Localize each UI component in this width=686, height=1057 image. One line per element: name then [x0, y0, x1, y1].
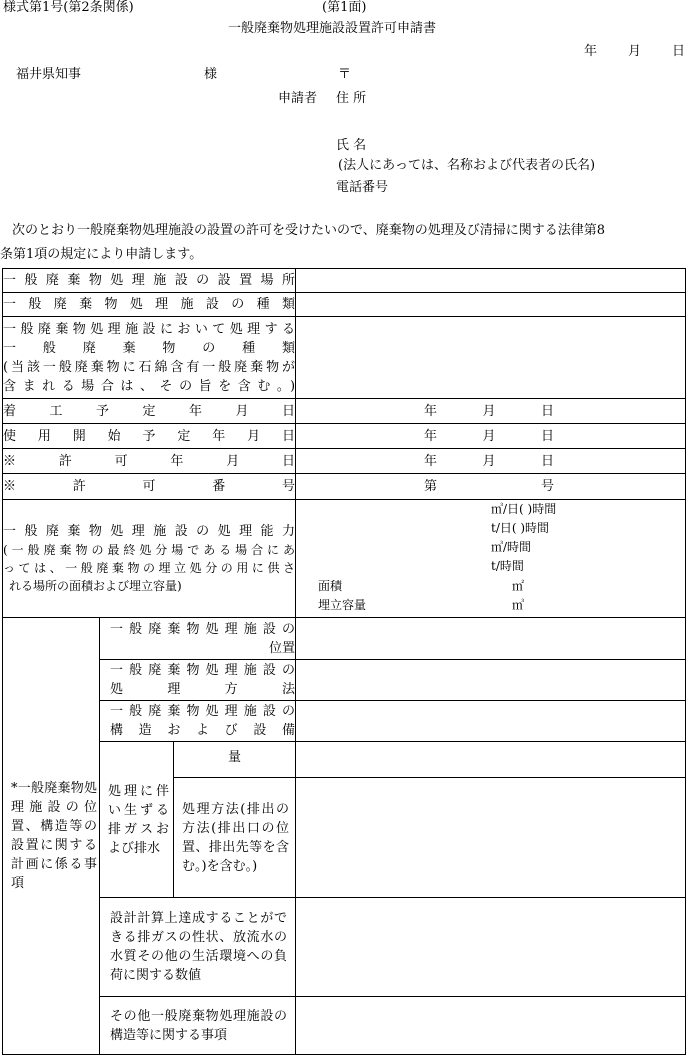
phone-label: 電話番号	[336, 180, 389, 195]
method-label-2: 処理方法	[110, 682, 296, 697]
plan-group-label: *一般廃棄物処理施設の位置、構造等の設置に関する計画に係る事項	[11, 781, 97, 891]
row-structure	[3, 701, 686, 742]
row-exhaust-amount	[3, 742, 686, 778]
plan-group-cell	[3, 618, 100, 1055]
location-field[interactable]	[296, 269, 686, 293]
date-day: 日	[672, 44, 686, 59]
amount-field[interactable]	[296, 742, 686, 778]
capacity-field[interactable]	[296, 500, 686, 618]
amount-label: 量	[174, 742, 296, 778]
structure-label-1: 一般廃棄物処理施設の	[110, 704, 296, 719]
page-label: (第1面)	[322, 0, 367, 15]
structure-label-2: 構造および設備	[110, 723, 296, 738]
form-number: 様式第1号(第2条関係)	[3, 0, 134, 15]
waste-type-field[interactable]	[296, 317, 686, 399]
design-cell	[100, 898, 296, 997]
location-label: 一般廃棄物処理施設の設置場所	[3, 273, 296, 288]
use-date-field[interactable]	[296, 424, 686, 449]
row-facility-type	[3, 293, 686, 317]
position-label-1: 一般廃棄物処理施設の	[110, 621, 296, 637]
capacity-t-per-day: t/日( )時間	[491, 521, 550, 535]
row-start-date	[3, 399, 686, 424]
application-form-table	[2, 268, 686, 1055]
discharge-field[interactable]	[296, 778, 686, 898]
day-unit: 日	[540, 403, 554, 419]
date-year: 年	[584, 44, 598, 59]
capacity-m3-per-day: ㎥/日( )時間	[491, 502, 557, 516]
start-date-field[interactable]	[296, 399, 686, 424]
row-waste-type	[3, 317, 686, 399]
discharge-cell	[174, 778, 296, 898]
year-unit: 年	[424, 453, 438, 469]
position-field[interactable]	[296, 618, 686, 660]
design-label: 設計計算上達成することができる排ガスの性状、放流水の水質その他の生活環境への負荷に関する数値	[110, 911, 288, 983]
area-label: 面積	[318, 579, 343, 593]
processing-method-field[interactable]	[296, 660, 686, 701]
day-unit: 日	[540, 453, 554, 469]
intro-line-1: 次のとおり一般廃棄物処理施設の設置の許可を受けたいので、廃棄物の処理及び清掃に関する法律第8	[12, 223, 606, 238]
capacity-note-2: っては、一般廃棄物の埋立処分の用に供さ	[3, 561, 296, 575]
row-position	[3, 618, 686, 660]
volume-unit: ㎥	[512, 598, 525, 612]
row-capacity	[3, 500, 686, 618]
row-permit-date	[3, 449, 686, 474]
volume-label: 埋立容量	[318, 598, 367, 612]
day-unit: 日	[540, 428, 554, 444]
discharge-label: 処理方法(排出の方法(排出口の位置、排出先等を含む。)を含む。)	[182, 801, 290, 874]
structure-field[interactable]	[296, 701, 686, 742]
intro-line-2: 条第1項の規定により申請します。	[0, 247, 203, 262]
facility-type-label: 一般廃棄物処理施設の種類	[3, 297, 296, 312]
permit-number-label: ※ 許 可 番 号	[3, 479, 296, 494]
capacity-t-per-hour: t/時間	[491, 559, 524, 573]
permit-date-label: ※ 許 可 年 月 日	[3, 453, 296, 469]
number-suffix: 号	[541, 479, 555, 494]
waste-type-label-1: 一般廃棄物処理施設において処理する	[3, 321, 296, 337]
waste-type-label-2: 一般廃棄物の種類	[3, 340, 296, 356]
permit-date-field[interactable]	[296, 449, 686, 474]
row-permit-number	[3, 474, 686, 500]
year-unit: 年	[424, 403, 438, 419]
position-label-2: 位置	[269, 640, 296, 656]
honorific: 様	[204, 67, 218, 82]
capacity-note-1: (一般廃棄物の最終処分場である場合にあ	[3, 543, 296, 557]
capacity-m3-per-hour: ㎥/時間	[491, 540, 532, 554]
use-date-label: 使用開始予定年月日	[3, 428, 296, 444]
row-use-date	[3, 424, 686, 449]
month-unit: 月	[482, 453, 496, 469]
month-unit: 月	[482, 428, 496, 444]
exhaust-label: 処理に伴い生ずる排ガスおよび排水	[108, 783, 169, 856]
number-prefix: 第	[424, 479, 438, 494]
facility-type-field[interactable]	[296, 293, 686, 317]
row-processing-method	[3, 660, 686, 701]
capacity-note-3: れる場所の面積および埋立容量)	[9, 579, 182, 593]
applicant-label: 申請者	[278, 91, 318, 106]
start-date-label: 着工予定年月日	[3, 403, 296, 419]
year-unit: 年	[424, 428, 438, 444]
other-field[interactable]	[296, 997, 686, 1055]
month-unit: 月	[482, 403, 496, 419]
row-location	[3, 269, 686, 293]
exhaust-cell	[100, 742, 174, 898]
method-label-1: 一般廃棄物処理施設の	[110, 663, 296, 678]
other-label: その他一般廃棄物処理施設の構造等に関する事項	[110, 1008, 288, 1043]
permit-number-field[interactable]	[296, 474, 686, 500]
corporation-note: (法人にあっては、名称および代表者の氏名)	[338, 158, 596, 173]
design-field[interactable]	[296, 898, 686, 997]
date-month: 月	[628, 44, 642, 59]
row-other	[3, 997, 686, 1055]
address-label: 住 所	[336, 91, 367, 106]
waste-type-note-2: 含まれる場合は、その旨を含む。)	[3, 378, 296, 394]
area-unit: ㎡	[512, 579, 525, 593]
postal-mark: 〒	[338, 67, 352, 82]
addressee: 福井県知事	[16, 67, 82, 82]
other-cell	[100, 997, 296, 1055]
form-title: 一般廃棄物処理施設設置許可申請書	[228, 21, 437, 36]
row-design-values	[3, 898, 686, 997]
capacity-label: 一般廃棄物処理施設の処理能力	[3, 524, 296, 539]
name-label: 氏 名	[336, 138, 367, 153]
waste-type-note-1: (当該一般廃棄物に石綿含有一般廃棄物が	[3, 359, 296, 375]
